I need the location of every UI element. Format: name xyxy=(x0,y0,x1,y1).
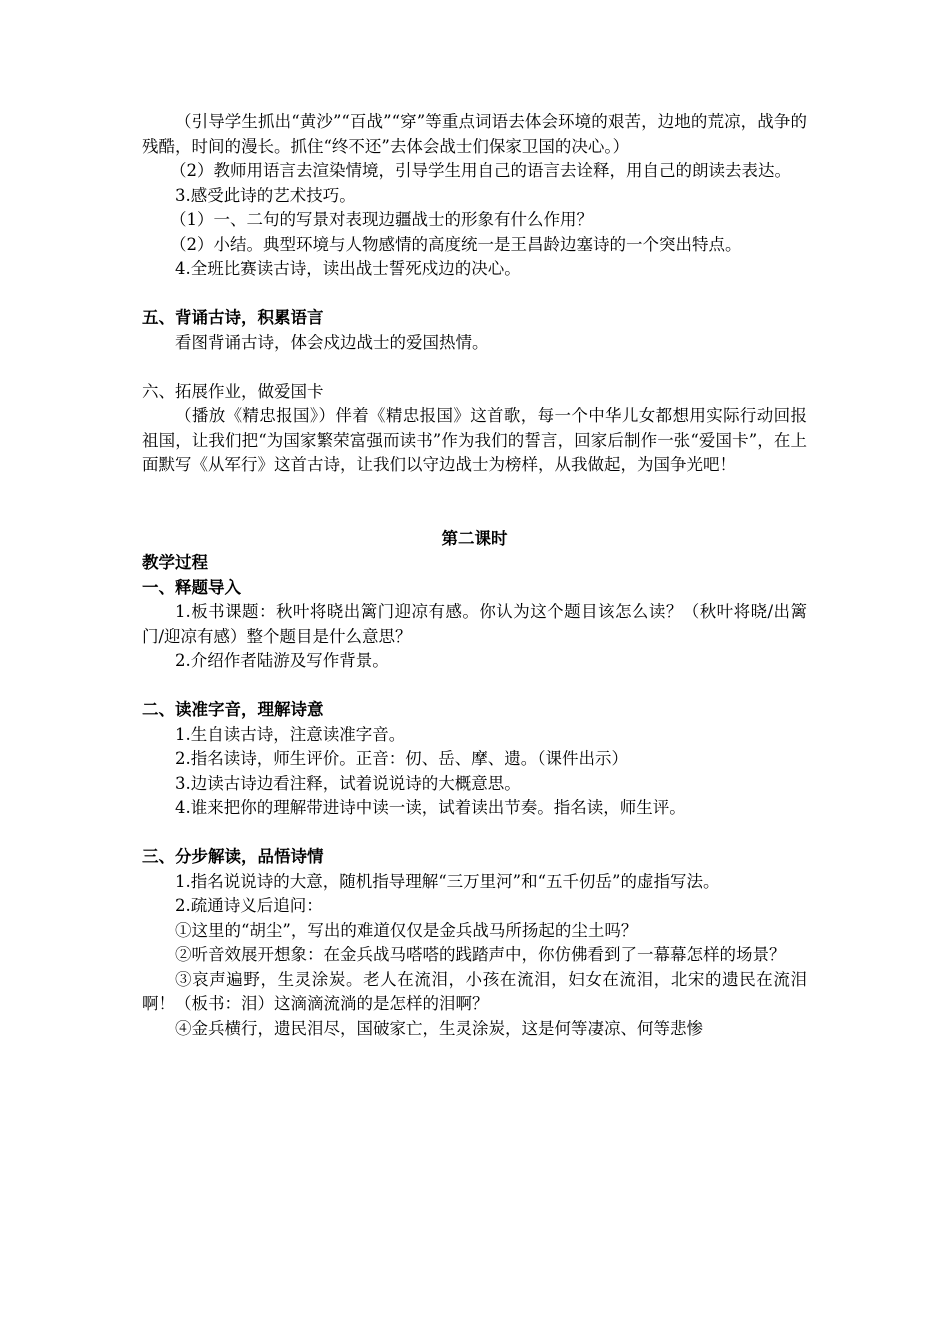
paragraph-class-reading: 4.全班比赛读古诗，读出战士誓死戍边的决心。 xyxy=(175,259,521,278)
paragraph-teacher-guide: （2）教师用语言去渲染情境，引导学生用自己的语言去诠释，用自己的朗读去表达。 xyxy=(170,161,792,180)
paragraph-question-1: （1）一、二句的写景对表现边疆战士的形象有什么作用？ xyxy=(170,210,594,229)
list-item: 2.指名读诗，师生评价。正音：仞、岳、摩、遗。（课件出示） xyxy=(175,749,628,768)
paragraph-summary: （2）小结。典型环境与人物感情的高度统一是王昌龄边塞诗的一个突出特点。 xyxy=(170,234,742,254)
spacer xyxy=(142,282,807,307)
spacer xyxy=(142,674,807,699)
list-item: 4.谁来把你的理解带进诗中读一读，试着读出节奏。指名读，师生评。 xyxy=(175,798,686,817)
section-heading-2: 二、读准字音，理解诗意 xyxy=(142,700,324,719)
list-item: ③哀声遍野，生灵涂炭。老人在流泪，小孩在流泪，妇女在流泪，北宋的遗民在流泪啊！（板书：泪）这滴滴流淌的是怎样的泪啊？ xyxy=(142,969,807,1013)
list-item: ①这里的“胡尘”，写出的难道仅仅是金兵战马所扬起的尘土吗？ xyxy=(175,920,638,940)
section-heading-5: 五、背诵古诗，积累语言 xyxy=(142,308,324,327)
document-page xyxy=(142,110,807,1041)
section-heading-3: 三、分步解读，品悟诗情 xyxy=(142,847,324,866)
list-item: 2.介绍作者陆游及写作背景。 xyxy=(175,651,389,670)
list-item: 3.边读古诗边看注释，试着说说诗的大概意思。 xyxy=(175,773,521,793)
paragraph-art-technique: 3.感受此诗的艺术技巧。 xyxy=(175,185,356,205)
lesson-title: 第二课时 xyxy=(441,528,508,548)
spacer xyxy=(142,355,807,380)
paragraph-recite: 看图背诵古诗，体会戍边战士的爱国热情。 xyxy=(175,332,489,352)
teaching-process-heading: 教学过程 xyxy=(142,553,208,572)
spacer xyxy=(142,821,807,846)
list-item: 2.疏通诗义后追问： xyxy=(175,896,323,915)
list-item: 1.板书课题：秋叶将晓出篱门迎凉有感。你认为这个题目该怎么读？（秋叶将晓/出篱门/迎凉有感）整个题目是什么意思？ xyxy=(142,602,807,646)
list-item: 1.生自读古诗，注意读准字音。 xyxy=(175,724,406,744)
paragraph-homework: （播放《精忠报国》）伴着《精忠报国》这首歌，每一个中华儿女都想用实际行动回报祖国，让我们把“为国家繁荣富强而读书”作为我们的誓言，回家后制作一张“爱国卡”，在上面默写《从军行》这首古诗，让我们以守边战士为榜样，从我做起，为国争光吧！ xyxy=(142,406,807,474)
paragraph-guidance-note: （引导学生抓出“黄沙”“百战”“穿”等重点词语去体会环境的艰苦，边地的荒凉，战争的残酷，时间的漫长。抓住“终不还”去体会战士们保家卫国的决心。） xyxy=(142,112,807,156)
list-item: ②听音效展开想象：在金兵战马嗒嗒的践踏声中，你仿佛看到了一幕幕怎样的场景？ xyxy=(175,945,786,964)
spacer xyxy=(142,478,807,527)
list-item: ④金兵横行，遗民泪尽，国破家亡，生灵涂炭，这是何等凄凉、何等悲惨 xyxy=(175,1018,703,1038)
section-heading-6: 六、拓展作业，做爱国卡 xyxy=(142,381,324,401)
list-item: 1.指名说说诗的大意，随机指导理解“三万里河”和“五千仞岳”的虚指写法。 xyxy=(175,871,720,891)
section-heading-1: 一、释题导入 xyxy=(142,577,241,597)
